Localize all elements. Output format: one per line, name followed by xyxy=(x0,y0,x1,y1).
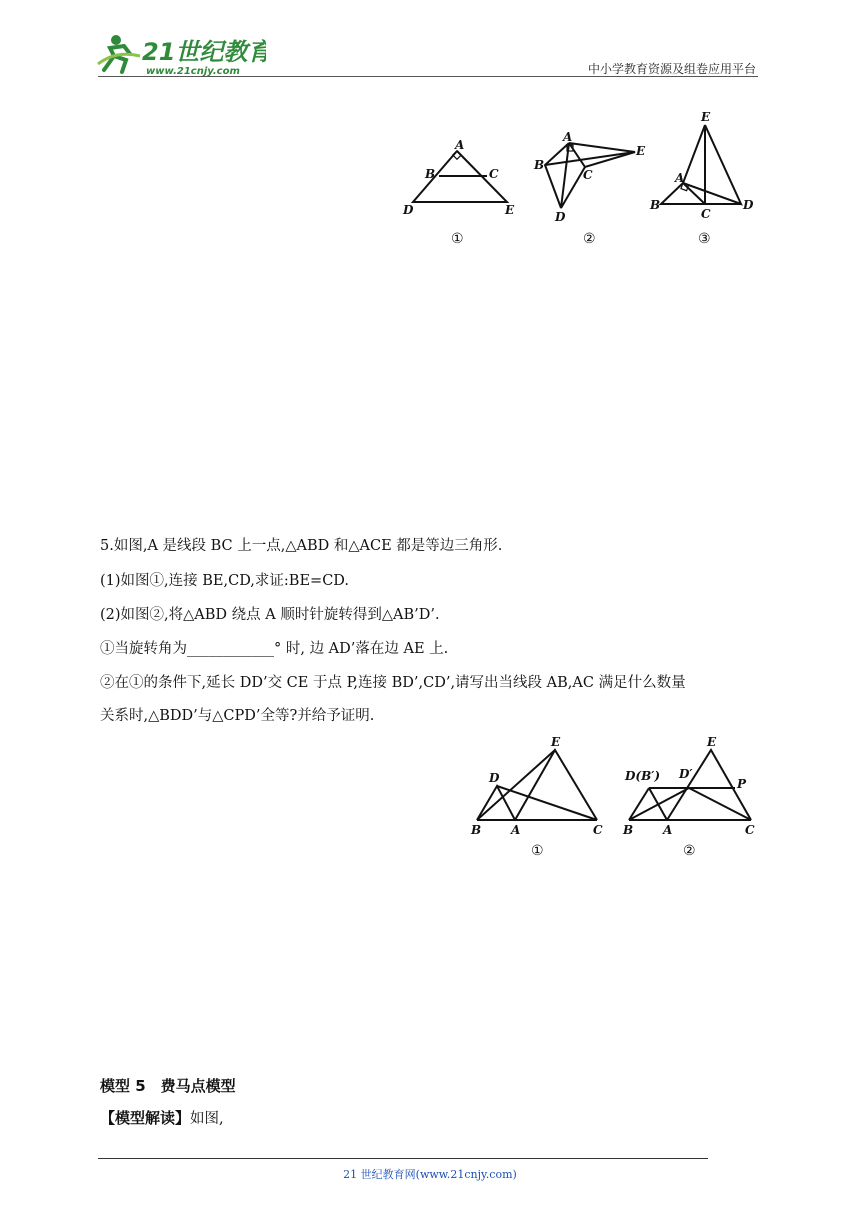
svg-text:①: ① xyxy=(531,843,544,859)
svg-text:B: B xyxy=(471,823,482,837)
svg-text:②: ② xyxy=(583,231,596,247)
svg-text:E: E xyxy=(505,203,515,217)
svg-text:E: E xyxy=(636,144,646,158)
footer-divider xyxy=(98,1158,708,1159)
svg-text:B: B xyxy=(623,823,634,837)
svg-text:D: D xyxy=(743,198,754,212)
problem-5-figures xyxy=(465,730,765,865)
runner-icon xyxy=(98,35,140,72)
figure-2-top xyxy=(533,130,646,247)
svg-text:A: A xyxy=(511,823,521,837)
svg-text:D: D xyxy=(403,203,414,217)
svg-text:C: C xyxy=(583,168,593,182)
problem-5-part-2: (2)如图②,将△ABD 绕点 A 顺时针旋转得到△AB’D’. xyxy=(100,607,440,623)
model-5-intro xyxy=(100,1107,224,1128)
svg-text:B: B xyxy=(650,198,661,212)
problem-5-statement: 5.如图,A 是线段 BC 上一点,△ABD 和△ACE 都是等边三角形. xyxy=(100,538,503,554)
svg-text:C: C xyxy=(593,823,603,837)
top-figures xyxy=(395,105,765,255)
figure-1-p5 xyxy=(470,735,603,859)
svg-text:A: A xyxy=(563,130,573,144)
svg-text:C: C xyxy=(701,207,711,221)
svg-text:E: E xyxy=(701,110,711,124)
figure-1-top xyxy=(402,138,515,247)
svg-text:A: A xyxy=(455,138,465,152)
logo-url: www.21cnjy.com xyxy=(146,66,240,77)
svg-text:C: C xyxy=(489,167,499,181)
svg-text:B: B xyxy=(534,158,545,172)
svg-text:②: ② xyxy=(683,843,696,859)
svg-text:A: A xyxy=(663,823,673,837)
svg-text:D: D xyxy=(489,771,500,785)
header-divider xyxy=(98,76,758,77)
svg-text:D(B′): D(B′) xyxy=(625,769,661,783)
footer-text: 21 世纪教育网(www.21cnjy.com) xyxy=(343,1168,517,1181)
svg-text:B: B xyxy=(425,167,436,181)
problem-5-part-1: (1)如图①,连接 BE,CD,求证:BE=CD. xyxy=(100,573,350,589)
figure-2-p5 xyxy=(622,735,755,859)
svg-text:E: E xyxy=(551,735,561,749)
site-logo xyxy=(96,30,266,78)
model-interpretation-text: 如图, xyxy=(190,1111,224,1127)
svg-text:E: E xyxy=(707,735,717,749)
model-interpretation-label: 【模型解读】 xyxy=(100,1109,191,1127)
svg-text:C: C xyxy=(745,823,755,837)
svg-text:①: ① xyxy=(451,231,464,247)
problem-5-part-2-q2: ②在①的条件下,延长 DD’交 CE 于点 P,连接 BD’,CD’,请写出当线段 AB,AC 满足什么数量 xyxy=(100,675,686,691)
model-5-title: 模型 5 费马点模型 xyxy=(100,1077,236,1095)
svg-text:D′: D′ xyxy=(679,767,693,781)
problem-5-part-2-q2-cont: 关系时,△BDD’与△CPD’全等?并给予证明. xyxy=(100,708,375,724)
logo-text: 21世纪教育 xyxy=(142,38,266,66)
svg-text:③: ③ xyxy=(698,231,711,247)
svg-text:D: D xyxy=(555,210,566,224)
header-platform-text: 中小学教育资源及组卷应用平台 xyxy=(587,62,756,76)
svg-text:P: P xyxy=(737,777,747,791)
problem-5-part-2-q1: ①当旋转角为____________° 时, 边 AD’落在边 AE 上. xyxy=(100,641,449,657)
figure-3-top xyxy=(649,110,754,247)
svg-text:A: A xyxy=(675,171,685,185)
